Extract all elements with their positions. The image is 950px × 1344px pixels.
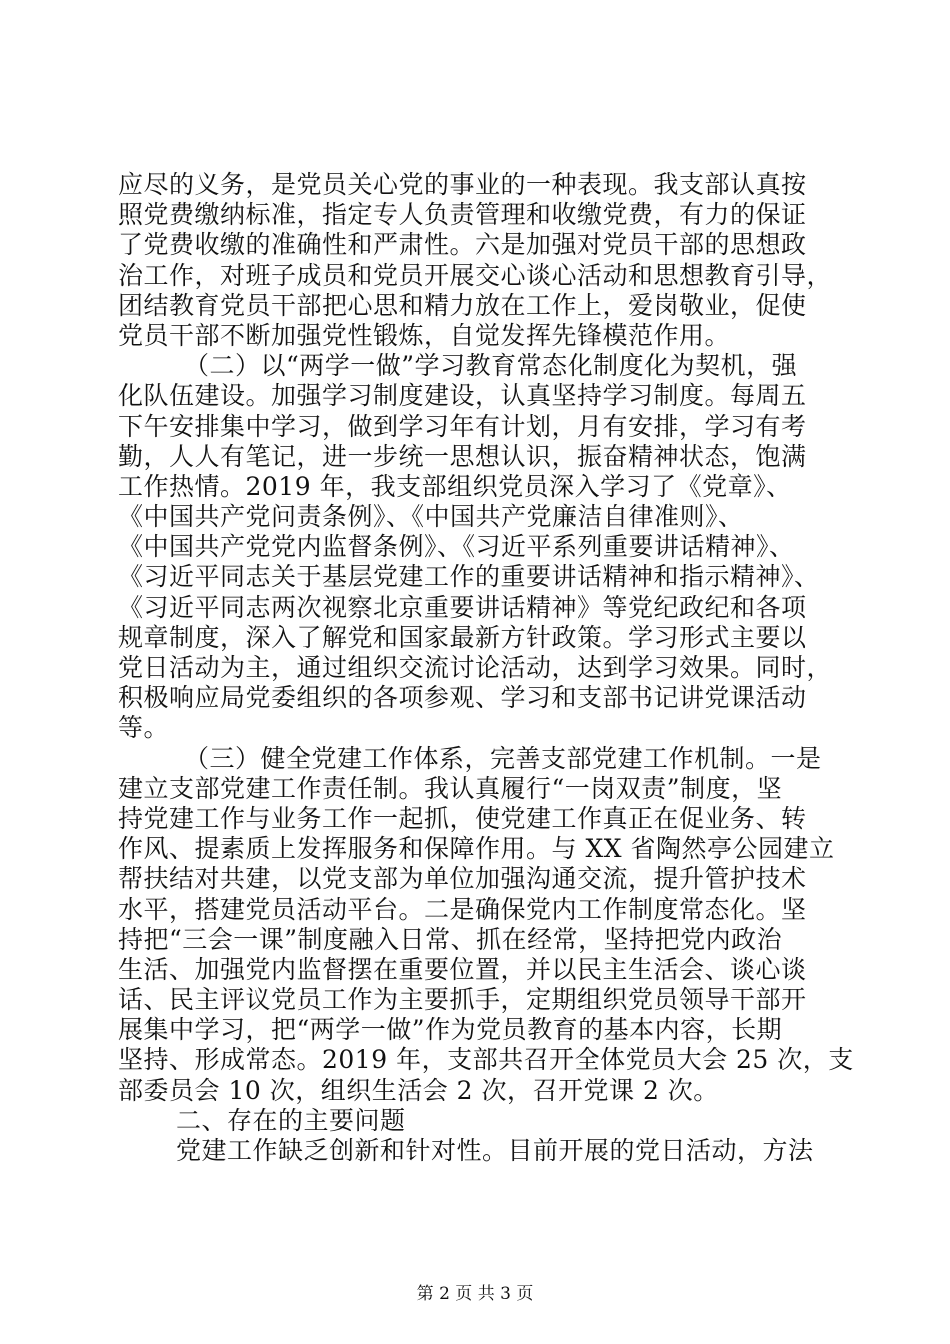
text-line: 规章制度，深入了解党和国家最新方针政策。学习形式主要以	[118, 622, 807, 652]
paragraph-start-line: （二）以“两学一做”学习教育常态化制度化为契机，强	[184, 351, 798, 381]
document-body	[118, 170, 854, 1166]
text-line: 部委员会 10 次，组织生活会 2 次，召开党课 2 次。	[118, 1075, 719, 1105]
text-line: 勤，人人有笔记，进一步统一思想认识，振奋精神状态，饱满	[118, 441, 807, 471]
text-line: 党员干部不断加强党性锻炼，自觉发挥先锋模范作用。	[118, 320, 731, 350]
text-line: 水平，搭建党员活动平台。二是确保党内工作制度常态化。坚	[118, 894, 807, 924]
text-line: 团结教育党员干部把心思和精力放在工作上，爱岗敬业，促使	[118, 290, 807, 320]
text-line: 治工作，对班子成员和党员开展交心谈心活动和思想教育引导，	[118, 260, 833, 290]
text-line: 展集中学习，把“两学一做”作为党员教育的基本内容，长期	[118, 1015, 783, 1045]
text-line: 下午安排集中学习，做到学习年有计划，月有安排，学习有考	[118, 411, 807, 441]
text-line: 《中国共产党问责条例》、《中国共产党廉洁自律准则》、	[118, 502, 744, 532]
paragraph-start-line: （三）健全党建工作体系，完善支部党建工作机制。一是	[184, 743, 822, 773]
text-line: 应尽的义务，是党员关心党的事业的一种表现。我支部认真按	[118, 170, 807, 199]
text-line: 坚持、形成常态。2019 年，支部共召开全体党员大会 25 次，支	[118, 1045, 854, 1075]
text-line: 作风、提素质上发挥服务和保障作用。与 XX 省陶然亭公园建立	[118, 834, 835, 864]
text-line: 了党费收缴的准确性和严肃性。六是加强对党员干部的思想政	[118, 230, 807, 260]
text-line: 化队伍建设。加强学习制度建设，认真坚持学习制度。每周五	[118, 381, 807, 411]
paragraph-start-line: 党建工作缺乏创新和针对性。目前开展的党日活动，方法	[176, 1136, 814, 1165]
text-line: 工作热情。2019 年，我支部组织党员深入学习了《党章》、	[118, 471, 792, 501]
text-line: 帮扶结对共建，以党支部为单位加强沟通交流，提升管护技术	[118, 864, 807, 894]
page-number-footer: 第 2 页 共 3 页	[416, 1284, 534, 1304]
text-line: 照党费缴纳标准，指定专人负责管理和收缴党费，有力的保证	[118, 200, 807, 230]
text-line: 持把“三会一课”制度融入日常、抓在经常，坚持把党内政治	[118, 924, 783, 954]
text-line: 《习近平同志关于基层党建工作的重要讲话精神和指示精神》、	[118, 562, 820, 592]
text-line: 持党建工作与业务工作一起抓，使党建工作真正在促业务、转	[118, 803, 807, 833]
text-line: 《习近平同志两次视察北京重要讲话精神》等党纪政纪和各项	[118, 592, 807, 622]
text-line: 话、民主评议党员工作为主要抓手，定期组织党员领导干部开	[118, 985, 807, 1015]
text-line: 生活、加强党内监督摆在重要位置，并以民主生活会、谈心谈	[118, 954, 807, 984]
text-line: 党日活动为主，通过组织交流讨论活动，达到学习效果。同时，	[118, 653, 833, 682]
text-line: 《中国共产党党内监督条例》、《习近平系列重要讲话精神》、	[118, 532, 795, 562]
text-line: 积极响应局党委组织的各项参观、学习和支部书记讲党课活动	[118, 683, 807, 713]
text-line: 建立支部党建工作责任制。我认真履行“一岗双责”制度，坚	[118, 773, 783, 803]
text-line: 等。	[118, 713, 170, 743]
section-heading: 二、存在的主要问题	[176, 1105, 406, 1135]
